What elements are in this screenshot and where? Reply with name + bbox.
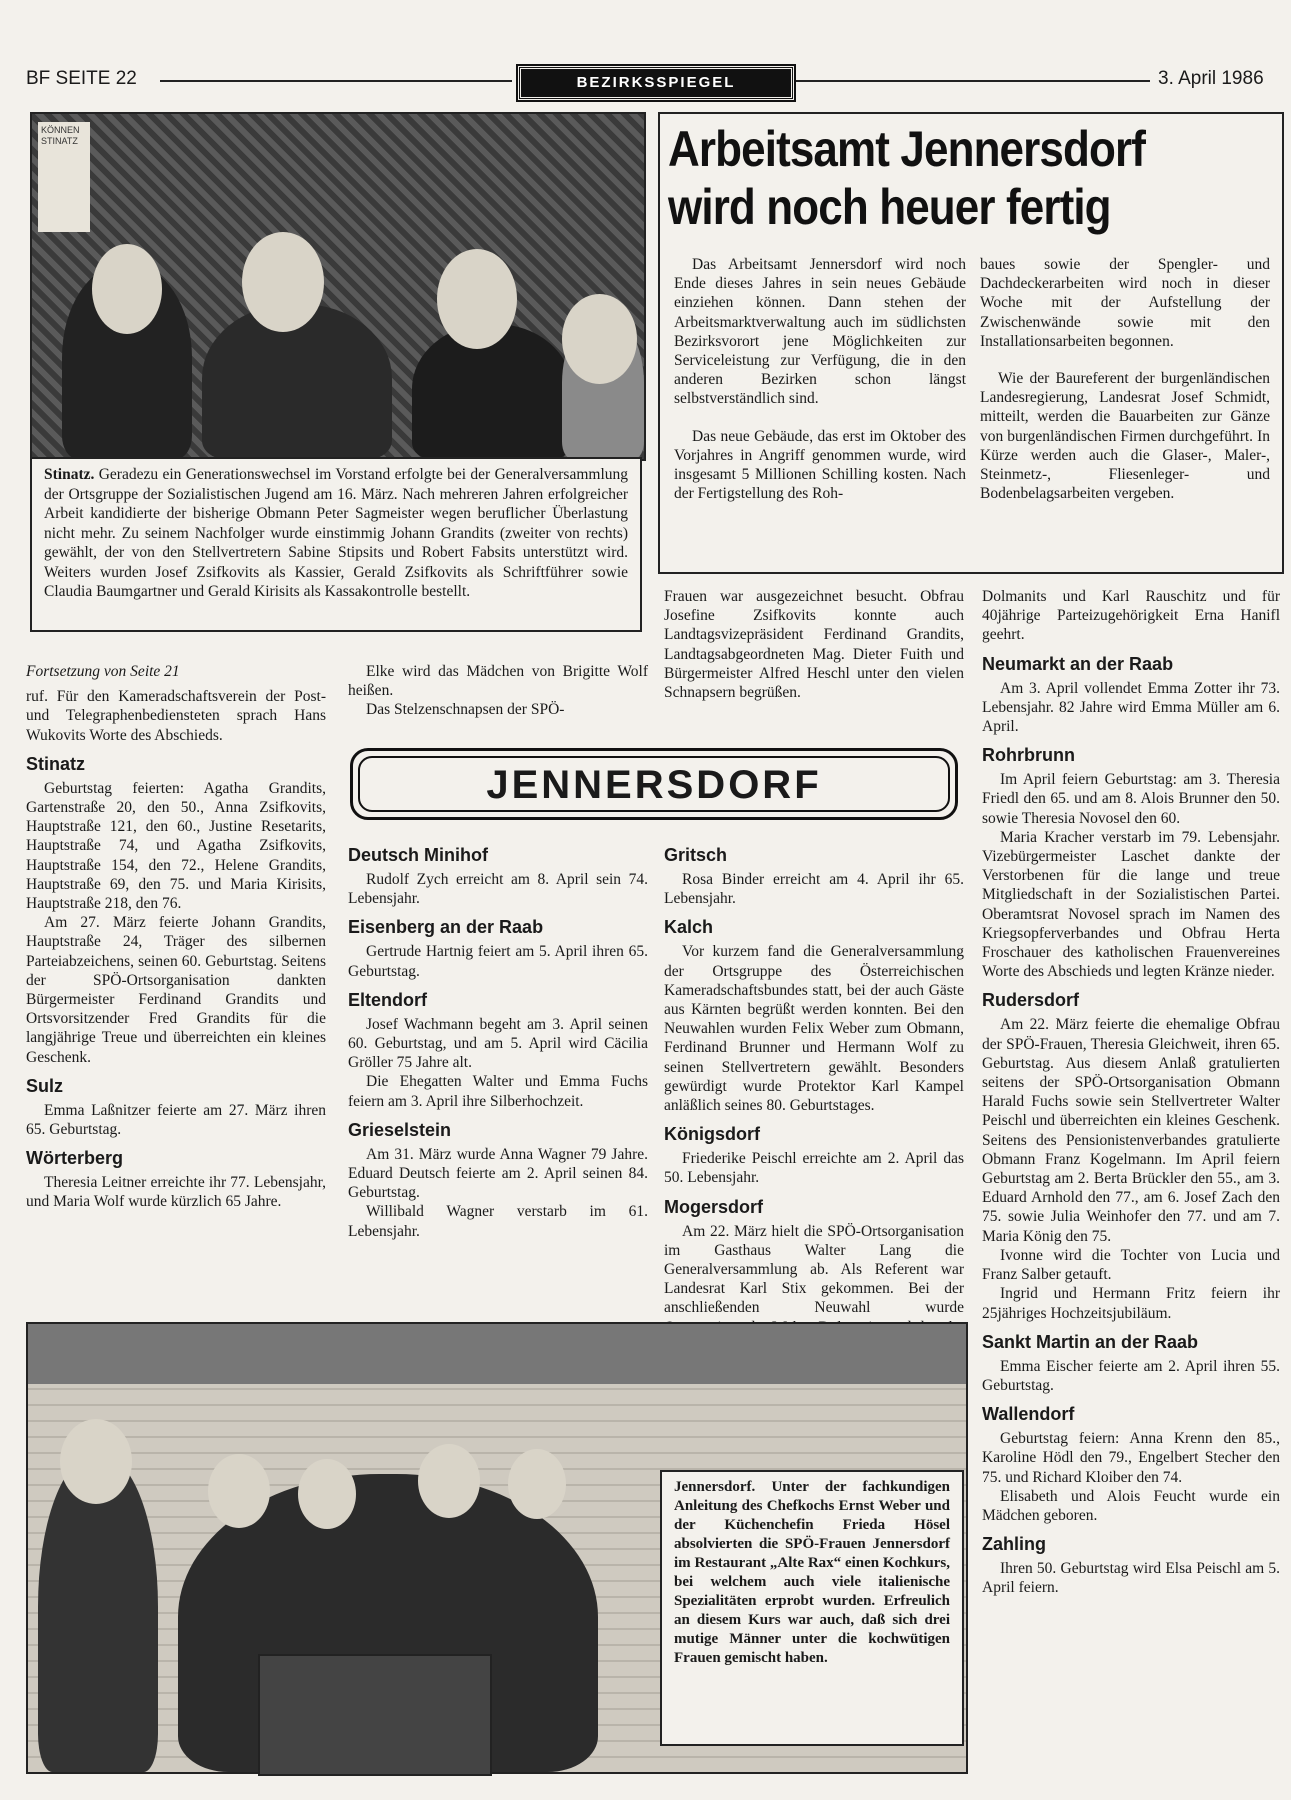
news-item: Geburtstag feierten: Agatha Grandits, Gartenstraße 20, den 50., Anna Zsifkovits, Hauptstraße 121, den 60., Justine Resetarits, Hauptstraße 74, und Agatha Zsifkovits, Hauptstraße 154, den 72., Helene Grandits, Hauptstraße 69, den 75. und Maria Kirisits, Hauptstraße 218, den 76.: [26, 779, 326, 913]
heading-sulz: Sulz: [26, 1075, 64, 1096]
heading-gritsch: Gritsch: [664, 845, 728, 865]
heading-koenigsdorf: Königsdorf: [664, 1124, 760, 1145]
news-item: Frauen war ausgezeichnet besucht. Obfrau Josefine Zsifkovits konnte auch Landtagsvizepräsident Ferdinand Grandits, Landtagsabgeordneten Mag. Dieter Fuith und Bürgermeister Alfred Heschl unter den vielen Schnapsern begrüßen.: [664, 588, 964, 702]
wall-sign: KÖNNEN STINATZ: [38, 122, 90, 232]
news-item: Maria Kracher verstarb im 79. Lebensjahr. Vizebürgermeister Laschet dankte der Verstorbenen für die lange und treue Mitgliedschaft in der Sozialistischen Partei. Oberamtsrat Novosel sprach im Namen des Kriegsopferverbandes und Obfrau Herta Froschauer des katholischen Frauenvereines Worte des Abschieds und legten Kränze nieder.: [982, 828, 1280, 981]
news-item: Am 3. April vollendet Emma Zotter ihr 73. Lebensjahr. 82 Jahre wird Emma Müller am 6. April.: [982, 679, 1280, 736]
column-c: [664, 587, 964, 727]
face-group-4: [508, 1449, 566, 1519]
heading-eisenberg: Eisenberg an der Raab: [348, 917, 544, 938]
caption2-place: Jennersdorf.: [674, 1479, 756, 1495]
heading-woerterberg: Wörterberg: [26, 1148, 124, 1169]
news-item: Friederike Peischl erreichte am 2. April das 50. Lebensjahr.: [664, 1150, 964, 1187]
news-item: Am 22. März feierte die ehemalige Obfrau der SPÖ-Frauen, Theresia Gleichweit, ihren 65. Geburtstag. Aus diesem Anlaß gratulierten seitens der SPÖ-Ortsorganisation Obmann Harald Fuchs sowie sein Stellvertreter Walter Peischl und überreichten ein kleines Geschenk. Seitens des Pensionistenverbandes gratulierte Obmann Franz Kogelmann. Im April feiern Geburtstag am 2. Berta Brückler den 55., am 3. Eduard Arnhold den 77., am 6. Josef Zach den 75. sowie Julia Weinhofer den 77. und am 7. Maria König den 75.: [982, 1016, 1280, 1245]
face-3: [437, 249, 517, 349]
column-jennersdorf-1: [348, 836, 648, 1306]
news-item: Am 31. März wurde Anna Wagner 79 Jahre. Eduard Deutsch feierte am 2. April seinen 84. Geburtstag.: [348, 1145, 648, 1202]
column-jennersdorf-3: [982, 587, 1280, 1762]
news-item: Geburtstag feiern: Anna Krenn den 85., Karoline Hödl den 79., Engelbert Stecher den 75. und Richard Kloiber den 74.: [982, 1430, 1280, 1486]
heading-kalch: Kalch: [664, 917, 714, 938]
face-group-1: [208, 1454, 270, 1528]
heading-sankt-martin: Sankt Martin an der Raab: [982, 1331, 1199, 1352]
news-item: Elke wird das Mädchen von Brigitte Wolf heißen.: [348, 663, 648, 700]
caption2-text: Unter der fachkundigen Anleitung des Chefkochs Ernst Weber und der Küchenchefin Frieda Hösel absolvierten die SPÖ-Frauen Jennersdorf im Restaurant „Alte Rax“ einen Kochkurs, bei welchem auch viele italienische Spezialitäten erprobt wurden. Erfreulich an diesem Kurs war auch, daß sich drei mutige Männer unter die kochwütigen Frauen gemischt haben.: [674, 1479, 950, 1666]
heading-mogersdorf: Mogersdorf: [664, 1196, 763, 1217]
article-paragraph: Wie der Baureferent der burgenländischen Landesregierung, Landesrat Josef Schmidt, mitteilt, werden die Bauarbeiten zur Gänze von burgenländischen Firmen durchgeführt. In Kürze werden auch die Glaser-, Maler-, Steinmetz-, Fliesenleger- und Bodenbelagsarbeiten vergeben.: [980, 370, 1270, 503]
heading-eltendorf: Eltendorf: [348, 989, 427, 1010]
section-kicker: BEZIRKSSPIEGEL: [518, 66, 794, 100]
news-item: Im April feiern Geburtstag: am 3. Theresia Friedl den 65. und am 8. Alois Brunner den 50. sowie Theresia Novosel den 60.: [982, 771, 1280, 827]
heading-neumarkt: Neumarkt an der Raab: [982, 653, 1174, 674]
news-item: Die Ehegatten Walter und Emma Fuchs feiern am 3. April ihre Silberhochzeit.: [348, 1073, 648, 1110]
issue-date: 3. April 1986: [1158, 68, 1264, 89]
news-item: Vor kurzem fand die Generalversammlung der Ortsgruppe des Österreichischen Kameradschaftsbundes statt, bei der auch Gäste aus Kärnten begrüßt werden konnten. Bei den Neuwahlen wurden Felix Weber zum Obmann, Ferdinand Brunner und Hermann Wolf zu seinen Stellvertretern gewählt. Besonders gewürdigt wurde Protektor Karl Kampel anläßlich seines 80. Geburtstages.: [664, 943, 964, 1115]
article-paragraph: Das neue Gebäude, das erst im Oktober des Vorjahres in Angriff genommen wurde, wird insgesamt 5 Millionen Schilling kosten. Nach der Fertigstellung des Roh-: [674, 427, 966, 503]
headline-line-2: wird noch heuer fertig: [668, 179, 1111, 235]
section-title: JENNERSDORF: [358, 756, 950, 812]
face-2: [242, 232, 324, 332]
face-left: [60, 1419, 132, 1504]
article-headline: [668, 120, 1205, 236]
news-item: Rudolf Zych erreicht am 8. April sein 74. Lebensjahr.: [348, 871, 648, 908]
news-item: Josef Wachmann begeht am 3. April seinen 60. Geburtstag, und am 5. April wird Cäcilia Gröller 75 Jahre alt.: [348, 1015, 648, 1072]
news-item: Emma Eischer feierte am 2. April ihren 55. Geburtstag.: [982, 1357, 1280, 1394]
heading-zahling: Zahling: [982, 1534, 1046, 1555]
caption-text: Geradezu ein Generationswechsel im Vorstand erfolgte bei der Generalversammlung der Ortsgruppe der Sozialistischen Jugend am 16. März. Nach mehreren Jahren erfolgreicher Arbeit kandidierte der bisherige Obmann Peter Sagmeister wegen beruflicher Überlastung nicht mehr. Zu seinem Nachfolger wurde einstimmig Johann Grandits (zweiter von rechts) gewählt, der von den Stellvertretern Sabine Stipsits und Robert Fabsits unterstützt wird. Weiters wurden Josef Zsifkovits als Kassier, Gerald Zsifkovits als Schriftführer sowie Claudia Baumgartner und Gerald Kirisits als Kassakontrolle bestellt.: [44, 466, 628, 600]
heading-rohrbrunn: Rohrbrunn: [982, 745, 1075, 766]
article-paragraph: baues sowie der Spengler- und Dachdeckerarbeiten wird noch in dieser Woche mit der Aufstellung der Zwischenwände sowie mit den Installationsarbeiten begonnen.: [980, 256, 1270, 350]
heading-rudersdorf: Rudersdorf: [982, 990, 1080, 1011]
article-col-2: [980, 255, 1270, 560]
column-b: [348, 662, 648, 722]
news-item: Rosa Binder erreicht am 4. April ihr 65. Lebensjahr.: [664, 871, 964, 908]
caption-place: Stinatz.: [44, 466, 95, 483]
news-item: Gertrude Hartnig feiert am 5. April ihren 65. Geburtstag.: [348, 943, 648, 980]
caption-stinatz: [30, 457, 642, 632]
kitchen-hood: [28, 1324, 966, 1384]
article-col-1: [674, 255, 966, 560]
heading-deutsch-minihof: Deutsch Minihof: [348, 845, 488, 865]
news-item: Elisabeth und Alois Feucht wurde ein Mädchen geboren.: [982, 1487, 1280, 1524]
face-4: [562, 294, 637, 384]
headline-line-1: Arbeitsamt Jennersdorf: [668, 121, 1146, 177]
heading-stinatz: Stinatz: [26, 753, 86, 774]
face-group-3: [418, 1444, 480, 1518]
news-item: Theresia Leitner erreichte ihr 77. Lebensjahr, und Maria Wolf wurde kürzlich 65 Jahre.: [26, 1174, 326, 1211]
news-item: Ingrid und Hermann Fritz feiern ihr 25jähriges Hochzeitsjubiläum.: [982, 1285, 1280, 1322]
news-item: Am 22. März hielt die SPÖ-Ortsorganisation im Gasthaus Walter Lang die Generalversammlung ab. Als Referent war Landesrat Karl Stix gekommen. Bei der anschließenden Neuwahl wurde: [664, 1222, 964, 1317]
news-item: Willibald Wagner verstarb im 61. Lebensjahr.: [348, 1203, 648, 1240]
continued-note: Fortsetzung von Seite 21: [26, 663, 180, 680]
caption-jennersdorf: [660, 1470, 964, 1746]
news-item: Das Stelzenschnapsen der SPÖ-: [366, 701, 565, 719]
news-item: Emma Laßnitzer feierte am 27. März ihren 65. Geburtstag.: [26, 1101, 326, 1139]
heading-wallendorf: Wallendorf: [982, 1404, 1075, 1425]
header-rule-left: [160, 80, 512, 82]
column-jennersdorf-2: [664, 836, 964, 1316]
news-item: Am 27. März feierte Johann Grandits, Hauptstraße 24, Träger des silbernen Parteiabzeichens, seinen 60. Geburtstag. Seitens der SPÖ-Ortsorganisation dankten Bürgermeister Ferdinand Grandits und Ortsvorsitzender Fred Grandits für die langjährige Treue und überreichten ein kleines Geschenk.: [26, 914, 326, 1066]
page-number: BF SEITE 22: [26, 68, 137, 89]
news-item: ruf. Für den Kameradschaftsverein der Post- und Telegraphenbediensteten sprach Hans Wukovits Worte des Abschieds.: [26, 688, 326, 744]
news-item: Dolmanits und Karl Rauschitz und für 40jährige Parteizugehörigkeit Erna Hanifl geehrt.: [982, 588, 1280, 644]
header-rule-right: [796, 80, 1150, 82]
news-item: Ihren 50. Geburtstag wird Elsa Peischl am 5. April feiern.: [982, 1560, 1280, 1597]
photo-stinatz: [30, 112, 646, 461]
stove: [258, 1654, 492, 1776]
article-paragraph: Das Arbeitsamt Jennersdorf wird noch Ende dieses Jahres in sein neues Gebäude einziehen können. Dann stehen der Arbeitsmarktverwaltung auch im südlichsten Bezirksvorort jene Möglichkeiten zur Serviceleistung zur Verfügung, die in den anderen Bezirken schon längst selbstverständlich sind.: [674, 256, 966, 408]
column-a: [26, 662, 326, 1302]
heading-grieselstein: Grieselstein: [348, 1119, 452, 1140]
face-1: [92, 244, 162, 334]
section-banner: [350, 748, 958, 820]
face-group-2: [298, 1459, 356, 1529]
news-item: Ivonne wird die Tochter von Lucia und Franz Salber getauft.: [982, 1246, 1280, 1284]
